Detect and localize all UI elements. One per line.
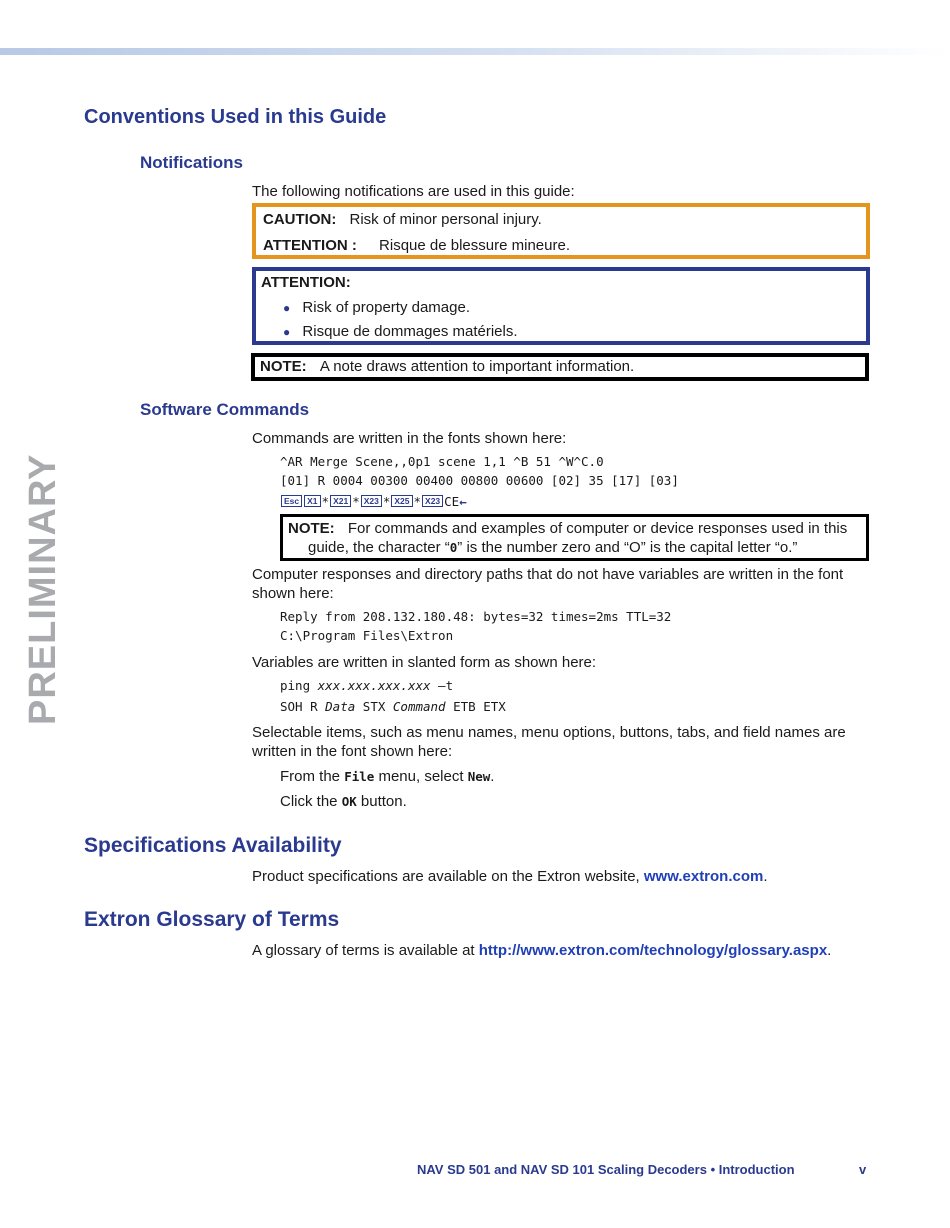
note-text-line2: guide, the character “0” is the number zero and “O” is the capital letter “o.” <box>308 539 798 556</box>
note-zero-box <box>280 514 869 561</box>
command-example-2: [01] R 0004 00300 00400 00800 00600 [02] 35 [17] [03] <box>280 473 679 488</box>
key-x21: X21 <box>330 495 351 507</box>
key-x1: X1 <box>304 495 320 507</box>
attention-item: ● Risk of property damage. <box>283 299 470 316</box>
commands-intro: Commands are written in the fonts shown here: <box>252 430 567 447</box>
heading-software-commands: Software Commands <box>140 400 310 419</box>
key-x23: X23 <box>361 495 382 507</box>
responses-intro: Computer responses and directory paths that do not have variables are written in the font shown here: <box>252 566 844 602</box>
variable-example-2: SOH R Data STX Command ETB ETX <box>280 699 506 714</box>
caution-box <box>252 203 870 259</box>
key-esc: Esc <box>281 495 302 507</box>
key-x23: X23 <box>422 495 443 507</box>
variables-intro: Variables are written in slanted form as shown here: <box>252 654 597 671</box>
heading-specifications: Specifications Availability <box>84 834 342 857</box>
extron-website-link[interactable]: www.extron.com <box>643 868 764 885</box>
specs-text: Product specifications are available on the Extron website, www.extron.com. <box>252 868 768 885</box>
note-text: For commands and examples of computer or device responses used in this <box>347 520 848 537</box>
note-box <box>251 353 869 381</box>
attention-label: ATTENTION: <box>261 274 351 291</box>
command-example-1: ^AR Merge Scene,,0p1 scene 1,1 ^B 51 ^W^C.0 <box>280 454 604 469</box>
caution-label: CAUTION: <box>263 211 337 228</box>
selectable-example-1: From the File menu, select New. <box>280 768 495 785</box>
caution-text: Risk of minor personal injury. <box>349 211 542 228</box>
header-gradient-bar <box>0 48 950 55</box>
attention-fr-text: Risque de blessure mineure. <box>379 237 570 254</box>
variable-example-1: ping xxx.xxx.xxx.xxx –t <box>280 678 454 693</box>
response-example-2: C:\Program Files\Extron <box>280 628 454 643</box>
glossary-text: A glossary of terms is available at http://www.extron.com/technology/glossary.aspx. <box>252 942 832 959</box>
heading-notifications: Notifications <box>140 153 243 172</box>
arrow-left-icon: ← <box>459 494 467 509</box>
notifications-intro: The following notifications are used in this guide: <box>252 183 575 200</box>
footer-title: NAV SD 501 and NAV SD 101 Scaling Decoders • Introduction <box>417 1162 795 1177</box>
attention-item: ● Risque de dommages matériels. <box>283 323 518 340</box>
heading-glossary: Extron Glossary of Terms <box>84 908 340 931</box>
attention-fr-label: ATTENTION : <box>263 237 357 254</box>
attention-box <box>252 267 870 345</box>
note-text: A note draws attention to important information. <box>319 358 635 375</box>
selectable-example-2: Click the OK button. <box>280 793 407 810</box>
selectable-intro: Selectable items, such as menu names, menu options, buttons, tabs, and field names are written in the font shown here: <box>252 724 846 760</box>
bullet-icon: ● <box>283 325 291 339</box>
glossary-link[interactable]: http://www.extron.com/technology/glossary.aspx <box>478 942 828 959</box>
response-example-1: Reply from 208.132.180.48: bytes=32 times=2ms TTL=32 <box>280 609 672 624</box>
key-x25: X25 <box>391 495 412 507</box>
note-label: NOTE: <box>288 520 335 537</box>
command-example-3: Esc X1 * X21 * X23 * X25 * X23 CE← <box>280 494 467 509</box>
note-label: NOTE: <box>260 358 307 375</box>
heading-conventions: Conventions Used in this Guide <box>84 106 387 128</box>
page-number: v <box>859 1162 867 1177</box>
bullet-icon: ● <box>283 301 291 315</box>
preliminary-watermark: PRELIMINARY <box>22 453 64 725</box>
